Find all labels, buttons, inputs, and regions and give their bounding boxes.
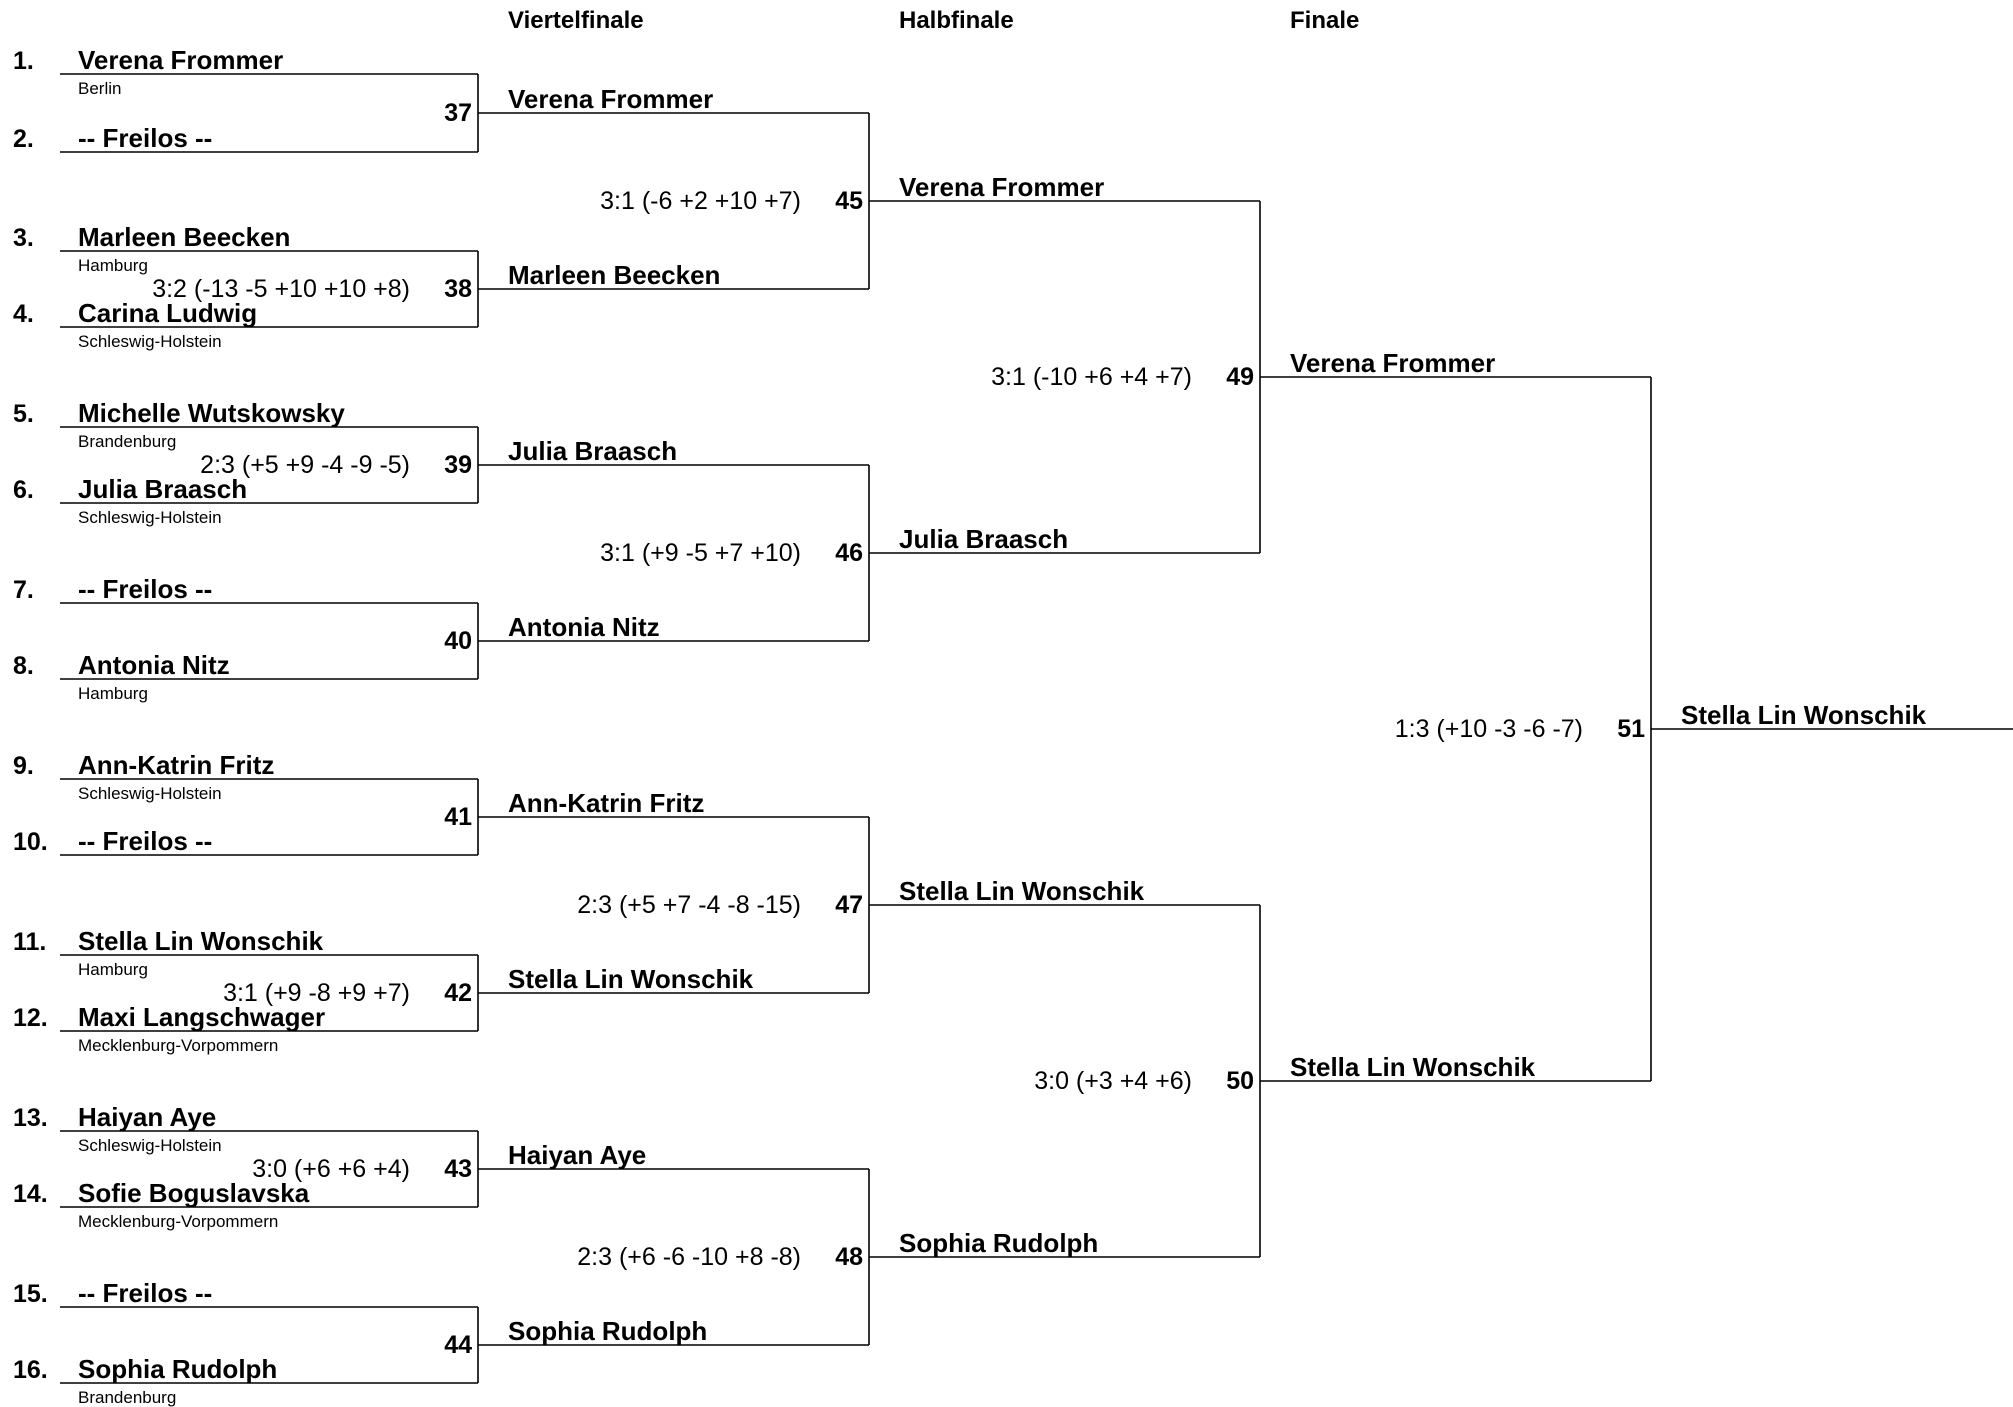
player-club: Hamburg <box>78 684 148 703</box>
winner-name: Ann-Katrin Fritz <box>508 788 705 818</box>
player-name: -- Freilos -- <box>78 826 213 856</box>
winner-name: Sophia Rudolph <box>899 1228 1099 1258</box>
seed-number: 10. <box>13 828 48 856</box>
match-number: 43 <box>444 1155 472 1183</box>
seed-number: 13. <box>13 1104 48 1132</box>
seed-number: 4. <box>13 300 34 328</box>
seed-number: 14. <box>13 1180 48 1208</box>
player-name: Julia Braasch <box>78 474 248 504</box>
seed-number: 8. <box>13 652 34 680</box>
player-name: Haiyan Aye <box>78 1102 217 1132</box>
winner-name: Verena Frommer <box>899 172 1105 202</box>
match-score: 3:1 (+9 -5 +7 +10) <box>600 539 801 567</box>
player-name: -- Freilos -- <box>78 574 213 604</box>
match-number: 45 <box>835 187 863 215</box>
player-name: -- Freilos -- <box>78 1278 213 1308</box>
winner-name: Haiyan Aye <box>508 1140 647 1170</box>
match-number: 47 <box>835 891 863 919</box>
match-score: 1:3 (+10 -3 -6 -7) <box>1394 715 1583 743</box>
match-score: 3:1 (-6 +2 +10 +7) <box>600 187 801 215</box>
winner-name: Marleen Beecken <box>508 260 721 290</box>
match-number: 46 <box>835 539 863 567</box>
match-number: 41 <box>444 803 472 831</box>
match-score: 3:1 (-10 +6 +4 +7) <box>991 363 1192 391</box>
match-number: 51 <box>1617 715 1645 743</box>
winner-name: Antonia Nitz <box>508 612 660 642</box>
match-number: 49 <box>1226 363 1254 391</box>
match-score: 3:2 (-13 -5 +10 +10 +8) <box>152 275 410 303</box>
match-number: 42 <box>444 979 472 1007</box>
player-club: Schleswig-Holstein <box>78 784 222 803</box>
winner-name: Stella Lin Wonschik <box>508 964 754 994</box>
round-header-quarterfinal: Viertelfinale <box>508 7 644 34</box>
player-club: Hamburg <box>78 960 148 979</box>
seed-number: 5. <box>13 400 34 428</box>
player-club: Hamburg <box>78 256 148 275</box>
match-number: 48 <box>835 1243 863 1271</box>
match-number: 40 <box>444 627 472 655</box>
seed-number: 2. <box>13 125 34 153</box>
seed-number: 6. <box>13 476 34 504</box>
seed-number: 3. <box>13 224 34 252</box>
winner-name: Stella Lin Wonschik <box>1290 1052 1536 1082</box>
player-club: Berlin <box>78 79 122 98</box>
player-name: Sophia Rudolph <box>78 1354 278 1384</box>
seed-number: 9. <box>13 752 34 780</box>
player-name: Verena Frommer <box>78 45 284 75</box>
round-header-semifinal: Halbfinale <box>899 7 1014 34</box>
seed-number: 12. <box>13 1004 48 1032</box>
match-score: 2:3 (+6 -6 -10 +8 -8) <box>577 1243 801 1271</box>
winner-name: Stella Lin Wonschik <box>1681 700 1927 730</box>
seed-number: 15. <box>13 1280 48 1308</box>
match-score: 3:0 (+6 +6 +4) <box>252 1155 410 1183</box>
match-score: 2:3 (+5 +7 -4 -8 -15) <box>577 891 801 919</box>
player-name: Antonia Nitz <box>78 650 230 680</box>
match-number: 39 <box>444 451 472 479</box>
winner-name: Julia Braasch <box>508 436 678 466</box>
player-name: Michelle Wutskowsky <box>78 398 345 428</box>
seed-number: 11. <box>13 928 47 956</box>
match-number: 37 <box>444 99 472 127</box>
match-number: 38 <box>444 275 472 303</box>
player-name: Marleen Beecken <box>78 222 291 252</box>
player-club: Mecklenburg-Vorpommern <box>78 1036 279 1055</box>
player-club: Mecklenburg-Vorpommern <box>78 1212 279 1231</box>
winner-name: Sophia Rudolph <box>508 1316 708 1346</box>
player-club: Schleswig-Holstein <box>78 1136 222 1155</box>
seed-number: 7. <box>13 576 34 604</box>
player-name: Stella Lin Wonschik <box>78 926 324 956</box>
winner-name: Verena Frommer <box>1290 348 1496 378</box>
winner-name: Julia Braasch <box>899 524 1069 554</box>
player-name: Maxi Langschwager <box>78 1002 326 1032</box>
match-score: 3:0 (+3 +4 +6) <box>1034 1067 1192 1095</box>
player-club: Brandenburg <box>78 1388 177 1407</box>
player-name: -- Freilos -- <box>78 123 213 153</box>
match-score: 3:1 (+9 -8 +9 +7) <box>223 979 410 1007</box>
match-number: 44 <box>444 1331 472 1359</box>
player-club: Brandenburg <box>78 432 177 451</box>
match-score: 2:3 (+5 +9 -4 -9 -5) <box>200 451 410 479</box>
player-name: Sofie Boguslavska <box>78 1178 310 1208</box>
seed-number: 16. <box>13 1356 48 1384</box>
match-number: 50 <box>1226 1067 1254 1095</box>
seed-number: 1. <box>13 47 34 75</box>
round-header-final: Finale <box>1290 7 1360 34</box>
player-name: Ann-Katrin Fritz <box>78 750 275 780</box>
winner-name: Stella Lin Wonschik <box>899 876 1145 906</box>
player-club: Schleswig-Holstein <box>78 332 222 351</box>
player-club: Schleswig-Holstein <box>78 508 222 527</box>
player-name: Carina Ludwig <box>78 298 258 328</box>
winner-name: Verena Frommer <box>508 84 714 114</box>
